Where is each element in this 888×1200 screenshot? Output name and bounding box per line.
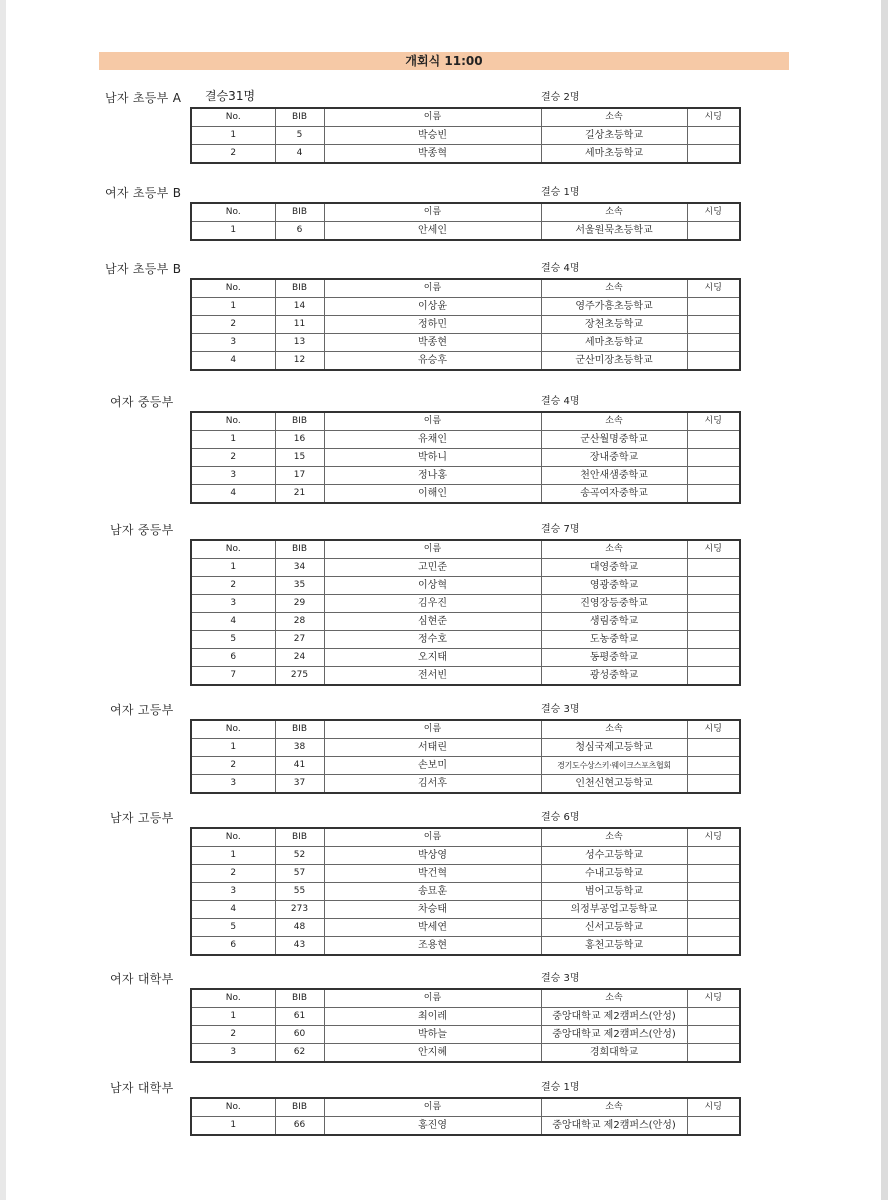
results-table [190,278,741,371]
header-seeding: 시딩 [687,989,740,1008]
cell-name: 박종현 [324,334,541,352]
cell-bib: 6 [275,222,324,241]
division-title: 여자 고등부 [110,703,174,717]
cell-bib: 14 [275,298,324,316]
cell-affiliation: 세마초등학교 [541,334,687,352]
cell-name: 오지태 [324,649,541,667]
cell-affiliation: 경기도수상스키·웨이크스포츠협회 [541,757,687,775]
table-row [191,901,740,919]
header-affiliation: 소속 [541,720,687,739]
table-row [191,667,740,686]
cell-seeding [687,631,740,649]
cell-affiliation: 영주가흥초등학교 [541,298,687,316]
cell-seeding [687,145,740,164]
cell-bib: 12 [275,352,324,371]
cell-affiliation: 중앙대학교 제2캠퍼스(안성) [541,1117,687,1136]
cell-bib: 62 [275,1044,324,1063]
table-row [191,919,740,937]
table-row [191,649,740,667]
header-seeding: 시딩 [687,203,740,222]
cell-no: 1 [191,298,275,316]
table-row [191,127,740,145]
cell-affiliation: 서울원묵초등학교 [541,222,687,241]
cell-affiliation: 성수고등학교 [541,847,687,865]
cell-no: 4 [191,901,275,919]
division-title: 남자 중등부 [110,523,174,537]
cell-seeding [687,449,740,467]
table-row [191,577,740,595]
cell-name: 고민준 [324,559,541,577]
cell-name: 박건혁 [324,865,541,883]
header-name: 이름 [324,412,541,431]
cell-name: 안세인 [324,222,541,241]
cell-name: 이해인 [324,485,541,504]
finalist-count: 결승 3명 [541,704,580,715]
division-title: 남자 대학부 [110,1081,174,1095]
division-note: 결승31명 [205,89,256,103]
cell-affiliation: 범어고등학교 [541,883,687,901]
cell-seeding [687,334,740,352]
cell-affiliation: 도농중학교 [541,631,687,649]
cell-name: 김서후 [324,775,541,794]
cell-bib: 60 [275,1026,324,1044]
table-row [191,1026,740,1044]
header-seeding: 시딩 [687,720,740,739]
cell-bib: 11 [275,316,324,334]
cell-name: 박종혁 [324,145,541,164]
cell-affiliation: 인천신현고등학교 [541,775,687,794]
cell-name: 정수호 [324,631,541,649]
cell-affiliation: 장내중학교 [541,449,687,467]
cell-seeding [687,298,740,316]
division-title: 여자 중등부 [110,395,174,409]
cell-affiliation: 길상초등학교 [541,127,687,145]
division-title: 여자 대학부 [110,972,174,986]
cell-no: 3 [191,1044,275,1063]
results-table [190,202,741,241]
header-bib: BIB [275,412,324,431]
cell-seeding [687,901,740,919]
cell-bib: 4 [275,145,324,164]
cell-bib: 17 [275,467,324,485]
header-bib: BIB [275,989,324,1008]
cell-bib: 29 [275,595,324,613]
cell-affiliation: 천안새샘중학교 [541,467,687,485]
cell-affiliation: 세마초등학교 [541,145,687,164]
table-row [191,431,740,449]
table-row [191,1044,740,1063]
header-affiliation: 소속 [541,279,687,298]
cell-bib: 38 [275,739,324,757]
cell-name: 전서빈 [324,667,541,686]
cell-bib: 34 [275,559,324,577]
cell-no: 2 [191,316,275,334]
cell-bib: 52 [275,847,324,865]
cell-affiliation: 중앙대학교 제2캠퍼스(안성) [541,1026,687,1044]
header-affiliation: 소속 [541,412,687,431]
cell-no: 2 [191,449,275,467]
table-header-row [191,828,740,847]
table-row [191,865,740,883]
cell-no: 4 [191,352,275,371]
cell-bib: 61 [275,1008,324,1026]
header-name: 이름 [324,828,541,847]
cell-affiliation: 의정부공업고등학교 [541,901,687,919]
finalist-count: 결승 2명 [541,92,580,103]
header-affiliation: 소속 [541,540,687,559]
cell-affiliation: 동평중학교 [541,649,687,667]
cell-seeding [687,613,740,631]
cell-no: 4 [191,485,275,504]
table-header-row [191,108,740,127]
cell-no: 2 [191,757,275,775]
header-bib: BIB [275,108,324,127]
cell-name: 홍진영 [324,1117,541,1136]
cell-name: 손보미 [324,757,541,775]
cell-seeding [687,937,740,956]
cell-no: 6 [191,649,275,667]
cell-bib: 275 [275,667,324,686]
division-title: 남자 고등부 [110,811,174,825]
division-title: 남자 초등부 A [105,91,182,105]
table-row [191,1117,740,1136]
cell-bib: 21 [275,485,324,504]
table-row [191,937,740,956]
header-no: No. [191,279,275,298]
table-header-row [191,720,740,739]
cell-no: 2 [191,577,275,595]
results-table [190,411,741,504]
cell-seeding [687,1044,740,1063]
cell-name: 서태린 [324,739,541,757]
cell-affiliation: 대영중학교 [541,559,687,577]
opening-ceremony-header [99,52,789,70]
finalist-count: 결승 7명 [541,524,580,535]
cell-bib: 57 [275,865,324,883]
header-no: No. [191,540,275,559]
header-bib: BIB [275,1098,324,1117]
finalist-count: 결승 1명 [541,187,580,198]
cell-name: 박세연 [324,919,541,937]
cell-name: 이상혁 [324,577,541,595]
table-header-row [191,540,740,559]
table-row [191,559,740,577]
cell-name: 안지혜 [324,1044,541,1063]
cell-no: 7 [191,667,275,686]
cell-affiliation: 영광중학교 [541,577,687,595]
cell-bib: 273 [275,901,324,919]
cell-no: 1 [191,222,275,241]
cell-seeding [687,775,740,794]
table-row [191,449,740,467]
results-table [190,539,741,686]
cell-no: 1 [191,127,275,145]
table-row [191,775,740,794]
cell-no: 2 [191,145,275,164]
finalist-count: 결승 4명 [541,396,580,407]
cell-no: 1 [191,739,275,757]
table-row [191,1008,740,1026]
cell-name: 유채인 [324,431,541,449]
table-row [191,316,740,334]
cell-name: 최이레 [324,1008,541,1026]
cell-bib: 13 [275,334,324,352]
table-row [191,847,740,865]
cell-affiliation: 진영장등중학교 [541,595,687,613]
cell-bib: 55 [275,883,324,901]
cell-seeding [687,847,740,865]
cell-seeding [687,1026,740,1044]
cell-bib: 24 [275,649,324,667]
cell-affiliation: 장천초등학교 [541,316,687,334]
cell-no: 5 [191,919,275,937]
cell-seeding [687,431,740,449]
finalist-count: 결승 3명 [541,973,580,984]
cell-affiliation: 경희대학교 [541,1044,687,1063]
header-affiliation: 소속 [541,989,687,1008]
table-row [191,883,740,901]
header-affiliation: 소속 [541,108,687,127]
table-row [191,222,740,241]
cell-name: 박승빈 [324,127,541,145]
cell-name: 박상영 [324,847,541,865]
table-row [191,631,740,649]
cell-name: 박하니 [324,449,541,467]
header-no: No. [191,1098,275,1117]
table-row [191,467,740,485]
page-edge-right [881,0,888,1200]
cell-seeding [687,1117,740,1136]
cell-seeding [687,883,740,901]
cell-seeding [687,667,740,686]
cell-no: 3 [191,595,275,613]
header-seeding: 시딩 [687,828,740,847]
cell-no: 1 [191,847,275,865]
cell-bib: 41 [275,757,324,775]
finalist-count: 결승 1명 [541,1082,580,1093]
cell-no: 1 [191,1008,275,1026]
cell-seeding [687,127,740,145]
cell-seeding [687,559,740,577]
table-row [191,757,740,775]
finalist-count: 결승 4명 [541,263,580,274]
cell-no: 2 [191,1026,275,1044]
cell-no: 3 [191,775,275,794]
cell-name: 송묘훈 [324,883,541,901]
header-bib: BIB [275,540,324,559]
header-bib: BIB [275,279,324,298]
cell-name: 조용현 [324,937,541,956]
results-table [190,988,741,1063]
table-row [191,352,740,371]
cell-bib: 27 [275,631,324,649]
header-bib: BIB [275,828,324,847]
finalist-count: 결승 6명 [541,812,580,823]
table-row [191,334,740,352]
cell-affiliation: 생림중학교 [541,613,687,631]
cell-no: 3 [191,467,275,485]
cell-seeding [687,352,740,371]
header-seeding: 시딩 [687,1098,740,1117]
table-header-row [191,989,740,1008]
division-title: 남자 초등부 B [105,262,182,276]
cell-seeding [687,485,740,504]
header-seeding: 시딩 [687,412,740,431]
header-seeding: 시딩 [687,279,740,298]
cell-name: 심현준 [324,613,541,631]
cell-seeding [687,649,740,667]
cell-seeding [687,1008,740,1026]
cell-name: 이상윤 [324,298,541,316]
cell-affiliation: 군산월명중학교 [541,431,687,449]
cell-no: 1 [191,559,275,577]
table-header-row [191,279,740,298]
cell-seeding [687,739,740,757]
cell-seeding [687,919,740,937]
header-no: No. [191,828,275,847]
cell-affiliation: 홍천고등학교 [541,937,687,956]
table-row [191,145,740,164]
header-no: No. [191,989,275,1008]
table-row [191,595,740,613]
cell-no: 1 [191,431,275,449]
cell-seeding [687,757,740,775]
header-seeding: 시딩 [687,540,740,559]
table-row [191,613,740,631]
cell-bib: 5 [275,127,324,145]
division-title: 여자 초등부 B [105,186,182,200]
header-bib: BIB [275,203,324,222]
header-name: 이름 [324,720,541,739]
cell-seeding [687,865,740,883]
cell-name: 정나홍 [324,467,541,485]
header-no: No. [191,720,275,739]
cell-name: 김우진 [324,595,541,613]
header-name: 이름 [324,540,541,559]
cell-no: 6 [191,937,275,956]
header-name: 이름 [324,108,541,127]
cell-bib: 37 [275,775,324,794]
cell-seeding [687,595,740,613]
cell-affiliation: 중앙대학교 제2캠퍼스(안성) [541,1008,687,1026]
table-row [191,739,740,757]
cell-affiliation: 광성중학교 [541,667,687,686]
results-table [190,719,741,794]
cell-no: 3 [191,334,275,352]
header-name: 이름 [324,1098,541,1117]
header-name: 이름 [324,203,541,222]
header-no: No. [191,412,275,431]
table-header-row [191,1098,740,1117]
cell-no: 1 [191,1117,275,1136]
cell-name: 유승후 [324,352,541,371]
cell-no: 4 [191,613,275,631]
results-table [190,107,741,164]
table-row [191,485,740,504]
header-name: 이름 [324,989,541,1008]
header-affiliation: 소속 [541,1098,687,1117]
cell-affiliation: 청심국제고등학교 [541,739,687,757]
page-edge-left [0,0,6,1200]
cell-no: 5 [191,631,275,649]
cell-bib: 15 [275,449,324,467]
cell-seeding [687,222,740,241]
header-affiliation: 소속 [541,828,687,847]
table-row [191,298,740,316]
cell-affiliation: 군산미장초등학교 [541,352,687,371]
cell-bib: 66 [275,1117,324,1136]
header-no: No. [191,108,275,127]
cell-affiliation: 수내고등학교 [541,865,687,883]
cell-seeding [687,577,740,595]
header-seeding: 시딩 [687,108,740,127]
cell-name: 차승태 [324,901,541,919]
results-table [190,827,741,956]
cell-affiliation: 신서고등학교 [541,919,687,937]
header-bib: BIB [275,720,324,739]
cell-name: 박하늘 [324,1026,541,1044]
cell-bib: 43 [275,937,324,956]
header-affiliation: 소속 [541,203,687,222]
header-name: 이름 [324,279,541,298]
cell-bib: 28 [275,613,324,631]
cell-bib: 48 [275,919,324,937]
results-table [190,1097,741,1136]
cell-name: 정하민 [324,316,541,334]
header-no: No. [191,203,275,222]
cell-affiliation: 송곡여자중학교 [541,485,687,504]
cell-no: 3 [191,883,275,901]
cell-seeding [687,316,740,334]
cell-bib: 35 [275,577,324,595]
table-header-row [191,203,740,222]
header-title: 개회식 11:00 [405,54,483,68]
table-header-row [191,412,740,431]
cell-bib: 16 [275,431,324,449]
cell-no: 2 [191,865,275,883]
cell-seeding [687,467,740,485]
